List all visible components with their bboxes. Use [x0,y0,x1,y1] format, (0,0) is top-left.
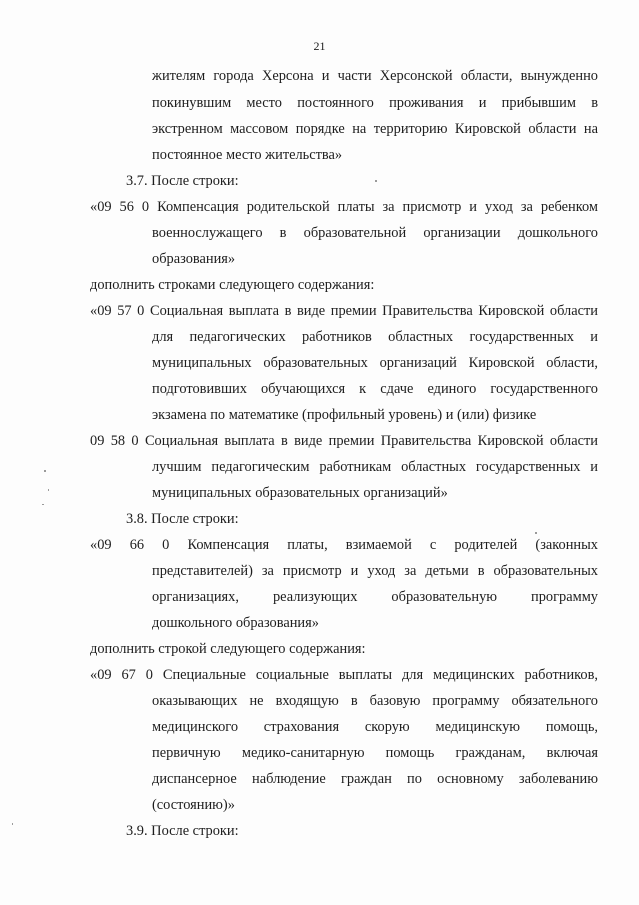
text-line: представителей) за присмотр и уход за детьми в образовательных [152,563,598,579]
scan-speck [44,470,46,472]
text-line: покинувшим место постоянного проживания и прибывшим в [152,95,598,111]
text-line: «09 56 0 Компенсация родительской платы за присмотр и уход за ребенком [90,199,598,215]
text-line: первичную медико-санитарную помощь гражданам, включая [152,745,598,761]
text-line: жителям города Херсона и части Херсонской области, вынужденно [152,68,598,84]
text-line: лучшим педагогическим работникам областных государственных и [152,459,598,475]
section-heading: 3.8. После строки: [126,511,239,527]
scan-speck [535,532,537,534]
text-line: муниципальных образовательных организаций» [152,485,448,501]
text-line: подготовивших обучающихся к сдаче единого государственного [152,381,598,397]
text-line: образования» [152,251,236,267]
text-line: 09 58 0 Социальная выплата в виде премии Правительства Кировской области [90,433,598,449]
section-heading: 3.7. После строки: [126,173,239,189]
text-line: организациях, реализующих образовательную программу [152,589,598,605]
text-line: дополнить строками следующего содержания: [90,277,375,293]
text-line: оказывающих не входящую в базовую программу обязательного [152,693,598,709]
page-number: 21 [313,39,326,53]
text-line: для педагогических работников областных государственных и [152,329,598,345]
scan-speck [48,489,49,491]
text-line: экстренном массовом порядке на территорию Кировской области на [152,121,598,137]
text-line: дошкольного образования» [152,615,319,631]
text-line: постоянное место жительства» [152,147,343,163]
text-line: «09 57 0 Социальная выплата в виде премии Правительства Кировской области [90,303,598,319]
scan-speck [375,180,377,182]
text-line: военнослужащего в образовательной организации дошкольного [152,225,598,241]
text-line: дополнить строкой следующего содержания: [90,641,366,657]
scan-speck [42,504,44,505]
text-line: медицинского страхования скорую медицинскую помощь, [152,719,598,735]
section-heading: 3.9. После строки: [126,823,239,839]
text-line: экзамена по математике (профильный уровень) и (или) физике [152,407,537,423]
text-line: диспансерное наблюдение граждан по основному заболеванию [152,771,598,787]
text-line: «09 67 0 Специальные социальные выплаты для медицинских работников, [90,667,598,683]
text-line: (состоянию)» [152,797,235,813]
scan-speck [12,823,13,825]
text-line: муниципальных образовательных организаций Кировской области, [152,355,598,371]
text-line: «09 66 0 Компенсация платы, взимаемой с родителей (законных [90,537,598,553]
